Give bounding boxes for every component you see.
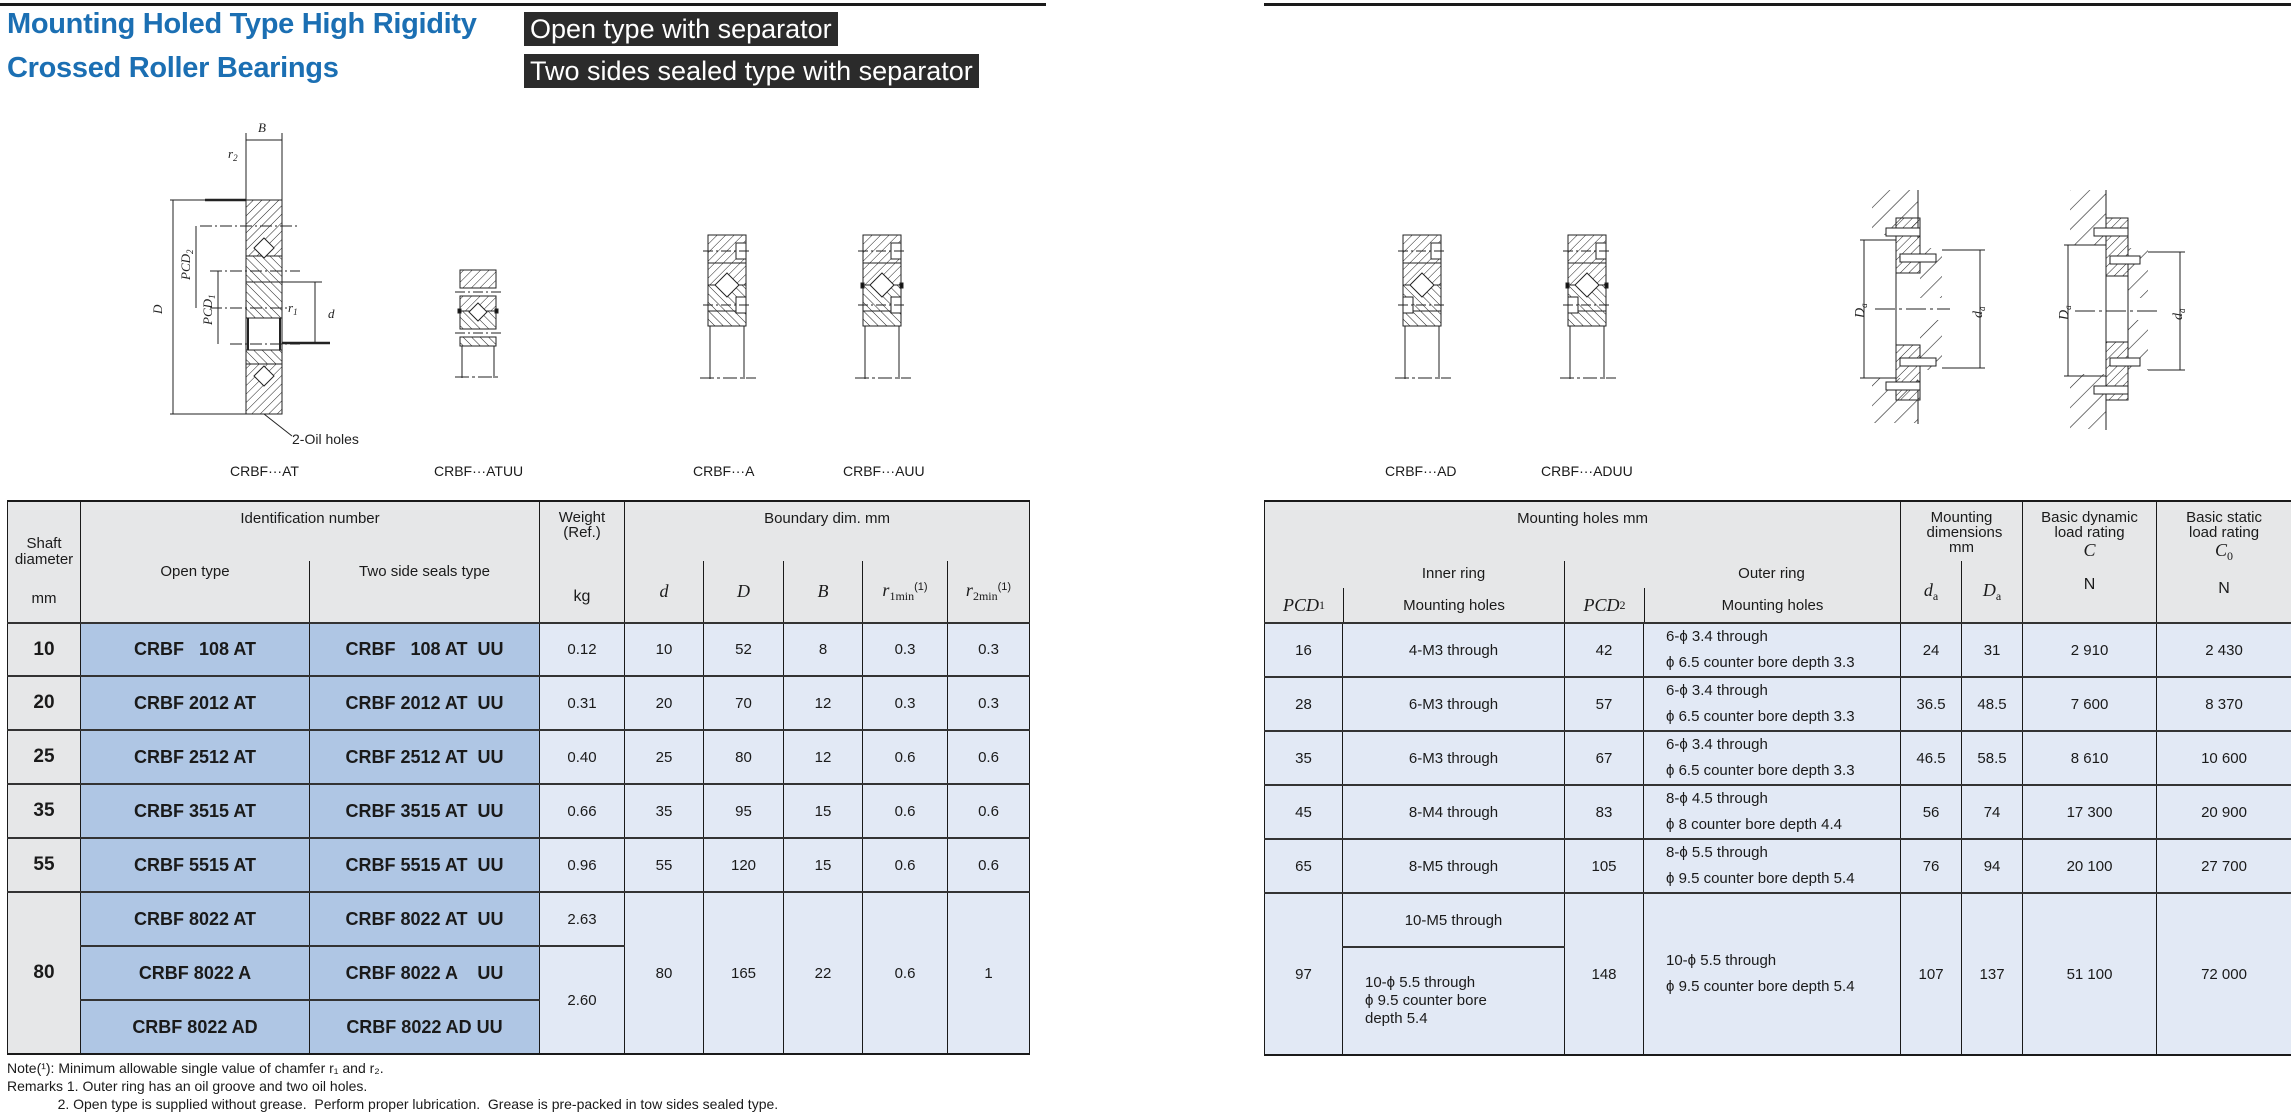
cell-open-id: CRBF 3515 AT (81, 784, 310, 838)
svg-text:d: d (328, 306, 335, 321)
cell-C0: 72 000 (2157, 893, 2291, 1055)
cell-outer-holes: 6-ϕ 3.4 through ϕ 6.5 counter bore depth 3.3 (1644, 731, 1901, 785)
page-title-line1: Mounting Holed Type High Rigidity (7, 8, 477, 40)
cell-pcd1: 16 (1265, 623, 1343, 677)
cell-pcd1: 45 (1265, 785, 1343, 839)
cell-Da: 31 (1962, 623, 2023, 677)
cell-outer-holes: 6-ϕ 3.4 through ϕ 6.5 counter bore depth 3.3 (1644, 623, 1901, 677)
table-row (1265, 839, 2291, 893)
cell-r2: 0.6 (948, 730, 1030, 784)
page-title-line2: Crossed Roller Bearings (7, 52, 339, 84)
table-row (1265, 623, 2291, 677)
cell-C: 8 610 (2023, 731, 2157, 785)
remark-2: 2. Open type is supplied without grease. Perform proper lubrication. Grease is pre-packed in tow sides sealed type. (7, 1096, 779, 1112)
svg-text:r1: $r_1$ (288, 300, 298, 317)
cell-shaft: 10 (8, 623, 81, 676)
cell-r2: 1 (948, 892, 1030, 1054)
cell-shaft: 25 (8, 730, 81, 784)
caption-crbf-auu: CRBF···AUU (843, 463, 925, 479)
cell-C0: 20 900 (2157, 785, 2291, 839)
header-outer-ring: Outer ring PCD 2 Mounting holes (1565, 561, 1901, 623)
cell-da: 56 (1901, 785, 1962, 839)
header-r2min: $r_{2min}^{(1)}$ (948, 561, 1030, 623)
cell-C: 2 910 (2023, 623, 2157, 677)
table-row-80-at (8, 892, 1030, 946)
svg-text:PCD1: $PCD_1$ (200, 294, 217, 325)
drawing-crbf-at-dimensioned (140, 118, 390, 448)
cell-pcd2: 57 (1565, 677, 1644, 731)
cell-shaft: 20 (8, 676, 81, 730)
cell-C0: 10 600 (2157, 731, 2291, 785)
header-inner-mounting-holes: Mounting holes (1343, 588, 1564, 622)
cell-open-id: CRBF 108 AT (81, 623, 310, 676)
cell-inner-holes: 8-M4 through (1343, 785, 1565, 839)
cell-pcd2: 42 (1565, 623, 1644, 677)
footnotes (7, 1059, 778, 1113)
cell-r1: 0.6 (863, 730, 948, 784)
cell-d: 55 (625, 838, 704, 892)
header-outer-mounting-holes: Mounting holes (1644, 588, 1900, 622)
top-rule-right (1264, 3, 2291, 6)
cell-Da: 48.5 (1962, 677, 2023, 731)
header-r1min: $r_{1min}^{(1)}$ (863, 561, 948, 623)
header-da: $d_a$ (1901, 561, 1962, 623)
cell-shaft: 35 (8, 784, 81, 838)
cell-C0: 8 370 (2157, 677, 2291, 731)
svg-text:da: $d_a$ (1971, 306, 1987, 318)
table-row-97-a (1265, 893, 2291, 947)
cell-D: 120 (704, 838, 784, 892)
cell-d: 25 (625, 730, 704, 784)
cell-d: 20 (625, 676, 704, 730)
cell-inner-holes: 10-M5 through (1343, 893, 1565, 947)
cell-D: 165 (704, 892, 784, 1054)
cell-weight: 2.60 (540, 946, 625, 1054)
header-pcd1: PCD 1 (1283, 594, 1325, 615)
cell-sealed-id: CRBF 2512 AT UU (310, 730, 540, 784)
cell-C: 51 100 (2023, 893, 2157, 1055)
cell-D: 95 (704, 784, 784, 838)
caption-crbf-at: CRBF···AT (230, 463, 299, 479)
cell-inner-holes: 10-ϕ 5.5 through ϕ 9.5 counter bore depth 5.4 (1343, 947, 1565, 1055)
header-B: B (784, 561, 863, 623)
cell-r2: 0.6 (948, 784, 1030, 838)
cell-pcd2: 83 (1565, 785, 1644, 839)
cell-Da: 58.5 (1962, 731, 2023, 785)
cell-r1: 0.3 (863, 676, 948, 730)
cell-inner-holes: 6-M3 through (1343, 731, 1565, 785)
table-row (1265, 785, 2291, 839)
cell-r1: 0.6 (863, 892, 948, 1054)
header-shaft-diameter: Shaft diameter mm (8, 501, 81, 623)
cell-sealed-id: CRBF 5515 AT UU (310, 838, 540, 892)
cell-pcd1: 97 (1265, 893, 1343, 1055)
header-d: d (625, 561, 704, 623)
cell-da: 36.5 (1901, 677, 1962, 731)
header-static-load: Basic static load rating $C_0$ N (2157, 501, 2291, 623)
cell-B: 12 (784, 730, 863, 784)
cell-d: 10 (625, 623, 704, 676)
cell-outer-holes: 8-ϕ 4.5 through ϕ 8 counter bore depth 4.4 (1644, 785, 1901, 839)
remark-1: Remarks 1. Outer ring has an oil groove and two oil holes. (7, 1078, 368, 1094)
cell-pcd1: 35 (1265, 731, 1343, 785)
cell-B: 12 (784, 676, 863, 730)
cell-weight: 0.96 (540, 838, 625, 892)
cell-Da: 94 (1962, 839, 2023, 893)
cell-outer-holes: 8-ϕ 5.5 through ϕ 9.5 counter bore depth 5.4 (1644, 839, 1901, 893)
cell-outer-holes: 10-ϕ 5.5 through ϕ 9.5 counter bore depth 5.4 (1644, 893, 1901, 1055)
drawing-crbf-ad (1395, 235, 1455, 380)
cell-B: 22 (784, 892, 863, 1054)
cell-weight: 0.12 (540, 623, 625, 676)
caption-crbf-atuu: CRBF···ATUU (434, 463, 524, 479)
drawing-crbf-a (700, 235, 760, 380)
cell-sealed-id: CRBF 8022 AT UU (310, 892, 540, 946)
drawing-crbf-aduu (1560, 235, 1620, 380)
header-mounting-holes: Mounting holes mm (1265, 501, 1901, 561)
caption-crbf-a: CRBF···A (693, 463, 755, 479)
table-row (8, 623, 1030, 676)
cell-open-id: CRBF 5515 AT (81, 838, 310, 892)
header-dynamic-load: Basic dynamic load rating C N (2023, 501, 2157, 623)
label-B: B (258, 120, 266, 135)
cell-r2: 0.3 (948, 623, 1030, 676)
header-D: D (704, 561, 784, 623)
cell-open-id: CRBF 2012 AT (81, 676, 310, 730)
cell-da: 107 (1901, 893, 1962, 1055)
cell-D: 70 (704, 676, 784, 730)
cell-weight: 0.66 (540, 784, 625, 838)
cell-sealed-id: CRBF 108 AT UU (310, 623, 540, 676)
cell-open-id: CRBF 8022 AD (81, 1000, 310, 1054)
svg-text:D: D (150, 304, 165, 314)
cell-C: 17 300 (2023, 785, 2157, 839)
cell-pcd2: 105 (1565, 839, 1644, 893)
cell-r1: 0.3 (863, 623, 948, 676)
header-mounting-dimensions: Mounting dimensions mm (1901, 501, 2023, 561)
cell-open-id: CRBF 2512 AT (81, 730, 310, 784)
header-weight: Weight (Ref.) kg (540, 501, 625, 623)
table-row (8, 838, 1030, 892)
cell-B: 8 (784, 623, 863, 676)
cell-C0: 27 700 (2157, 839, 2291, 893)
header-inner-ring: Inner ring PCD 1 Mounting holes (1265, 561, 1565, 623)
table-row (1265, 731, 2291, 785)
cell-sealed-id: CRBF 8022 A UU (310, 946, 540, 1000)
cell-r2: 0.6 (948, 838, 1030, 892)
drawing-crbf-atuu (455, 270, 515, 380)
cell-inner-holes: 6-M3 through (1343, 677, 1565, 731)
header-pcd2: PCD 2 (1583, 594, 1626, 615)
cell-weight: 0.31 (540, 676, 625, 730)
cell-d: 80 (625, 892, 704, 1054)
cell-pcd2: 67 (1565, 731, 1644, 785)
cell-sealed-id: CRBF 3515 AT UU (310, 784, 540, 838)
cell-sealed-id: CRBF 2012 AT UU (310, 676, 540, 730)
badge-open-type: Open type with separator (524, 12, 838, 46)
drawing-mounting-example-2 (2030, 190, 2200, 430)
cell-shaft: 55 (8, 838, 81, 892)
header-identification-number: Identification number (81, 501, 540, 561)
svg-text:Da: $D_a$ (1853, 303, 1869, 318)
cell-da: 24 (1901, 623, 1962, 677)
cell-pcd1: 28 (1265, 677, 1343, 731)
cell-shaft: 80 (8, 892, 81, 1054)
cell-D: 52 (704, 623, 784, 676)
cell-da: 46.5 (1901, 731, 1962, 785)
svg-text:r2: $r_2$ (228, 146, 238, 163)
cell-weight: 2.63 (540, 892, 625, 946)
drawing-mounting-example-1 (1830, 190, 2000, 430)
caption-crbf-aduu: CRBF···ADUU (1541, 463, 1633, 479)
cell-r1: 0.6 (863, 784, 948, 838)
cell-C0: 2 430 (2157, 623, 2291, 677)
table-row (1265, 677, 2291, 731)
cell-r1: 0.6 (863, 838, 948, 892)
header-open-type: Open type (81, 561, 310, 623)
cell-sealed-id: CRBF 8022 AD UU (310, 1000, 540, 1054)
cell-weight: 0.40 (540, 730, 625, 784)
header-Da: $D_a$ (1962, 561, 2023, 623)
cell-open-id: CRBF 8022 A (81, 946, 310, 1000)
cell-B: 15 (784, 838, 863, 892)
cell-pcd1: 65 (1265, 839, 1343, 893)
header-sealed-type: Two side seals type (310, 561, 540, 623)
caption-crbf-ad: CRBF···AD (1385, 463, 1457, 479)
svg-text:Da: $D_a$ (2057, 305, 2073, 320)
cell-Da: 74 (1962, 785, 2023, 839)
header-boundary-dim: Boundary dim. mm (625, 501, 1030, 561)
note-1: Note(¹): Minimum allowable single value of chamfer r₁ and r₂. (7, 1060, 384, 1076)
top-rule-left (0, 3, 1046, 6)
svg-text:PCD2: $PCD_2$ (178, 249, 195, 280)
cell-open-id: CRBF 8022 AT (81, 892, 310, 946)
label-oil-holes: 2-Oil holes (292, 431, 359, 447)
cell-outer-holes: 6-ϕ 3.4 through ϕ 6.5 counter bore depth 3.3 (1644, 677, 1901, 731)
cell-inner-holes: 8-M5 through (1343, 839, 1565, 893)
drawing-crbf-auu (855, 235, 915, 380)
table-row (8, 784, 1030, 838)
cell-inner-holes: 4-M3 through (1343, 623, 1565, 677)
badge-sealed-type: Two sides sealed type with separator (524, 54, 979, 88)
cell-B: 15 (784, 784, 863, 838)
cell-Da: 137 (1962, 893, 2023, 1055)
cell-r2: 0.3 (948, 676, 1030, 730)
cell-C: 20 100 (2023, 839, 2157, 893)
table-row (8, 676, 1030, 730)
cell-D: 80 (704, 730, 784, 784)
cell-d: 35 (625, 784, 704, 838)
svg-text:da: $d_a$ (2171, 308, 2187, 320)
cell-pcd2: 148 (1565, 893, 1644, 1055)
bearing-spec-table (7, 500, 1030, 1055)
mounting-spec-table (1264, 500, 2291, 1056)
table-row (8, 730, 1030, 784)
cell-da: 76 (1901, 839, 1962, 893)
cell-C: 7 600 (2023, 677, 2157, 731)
